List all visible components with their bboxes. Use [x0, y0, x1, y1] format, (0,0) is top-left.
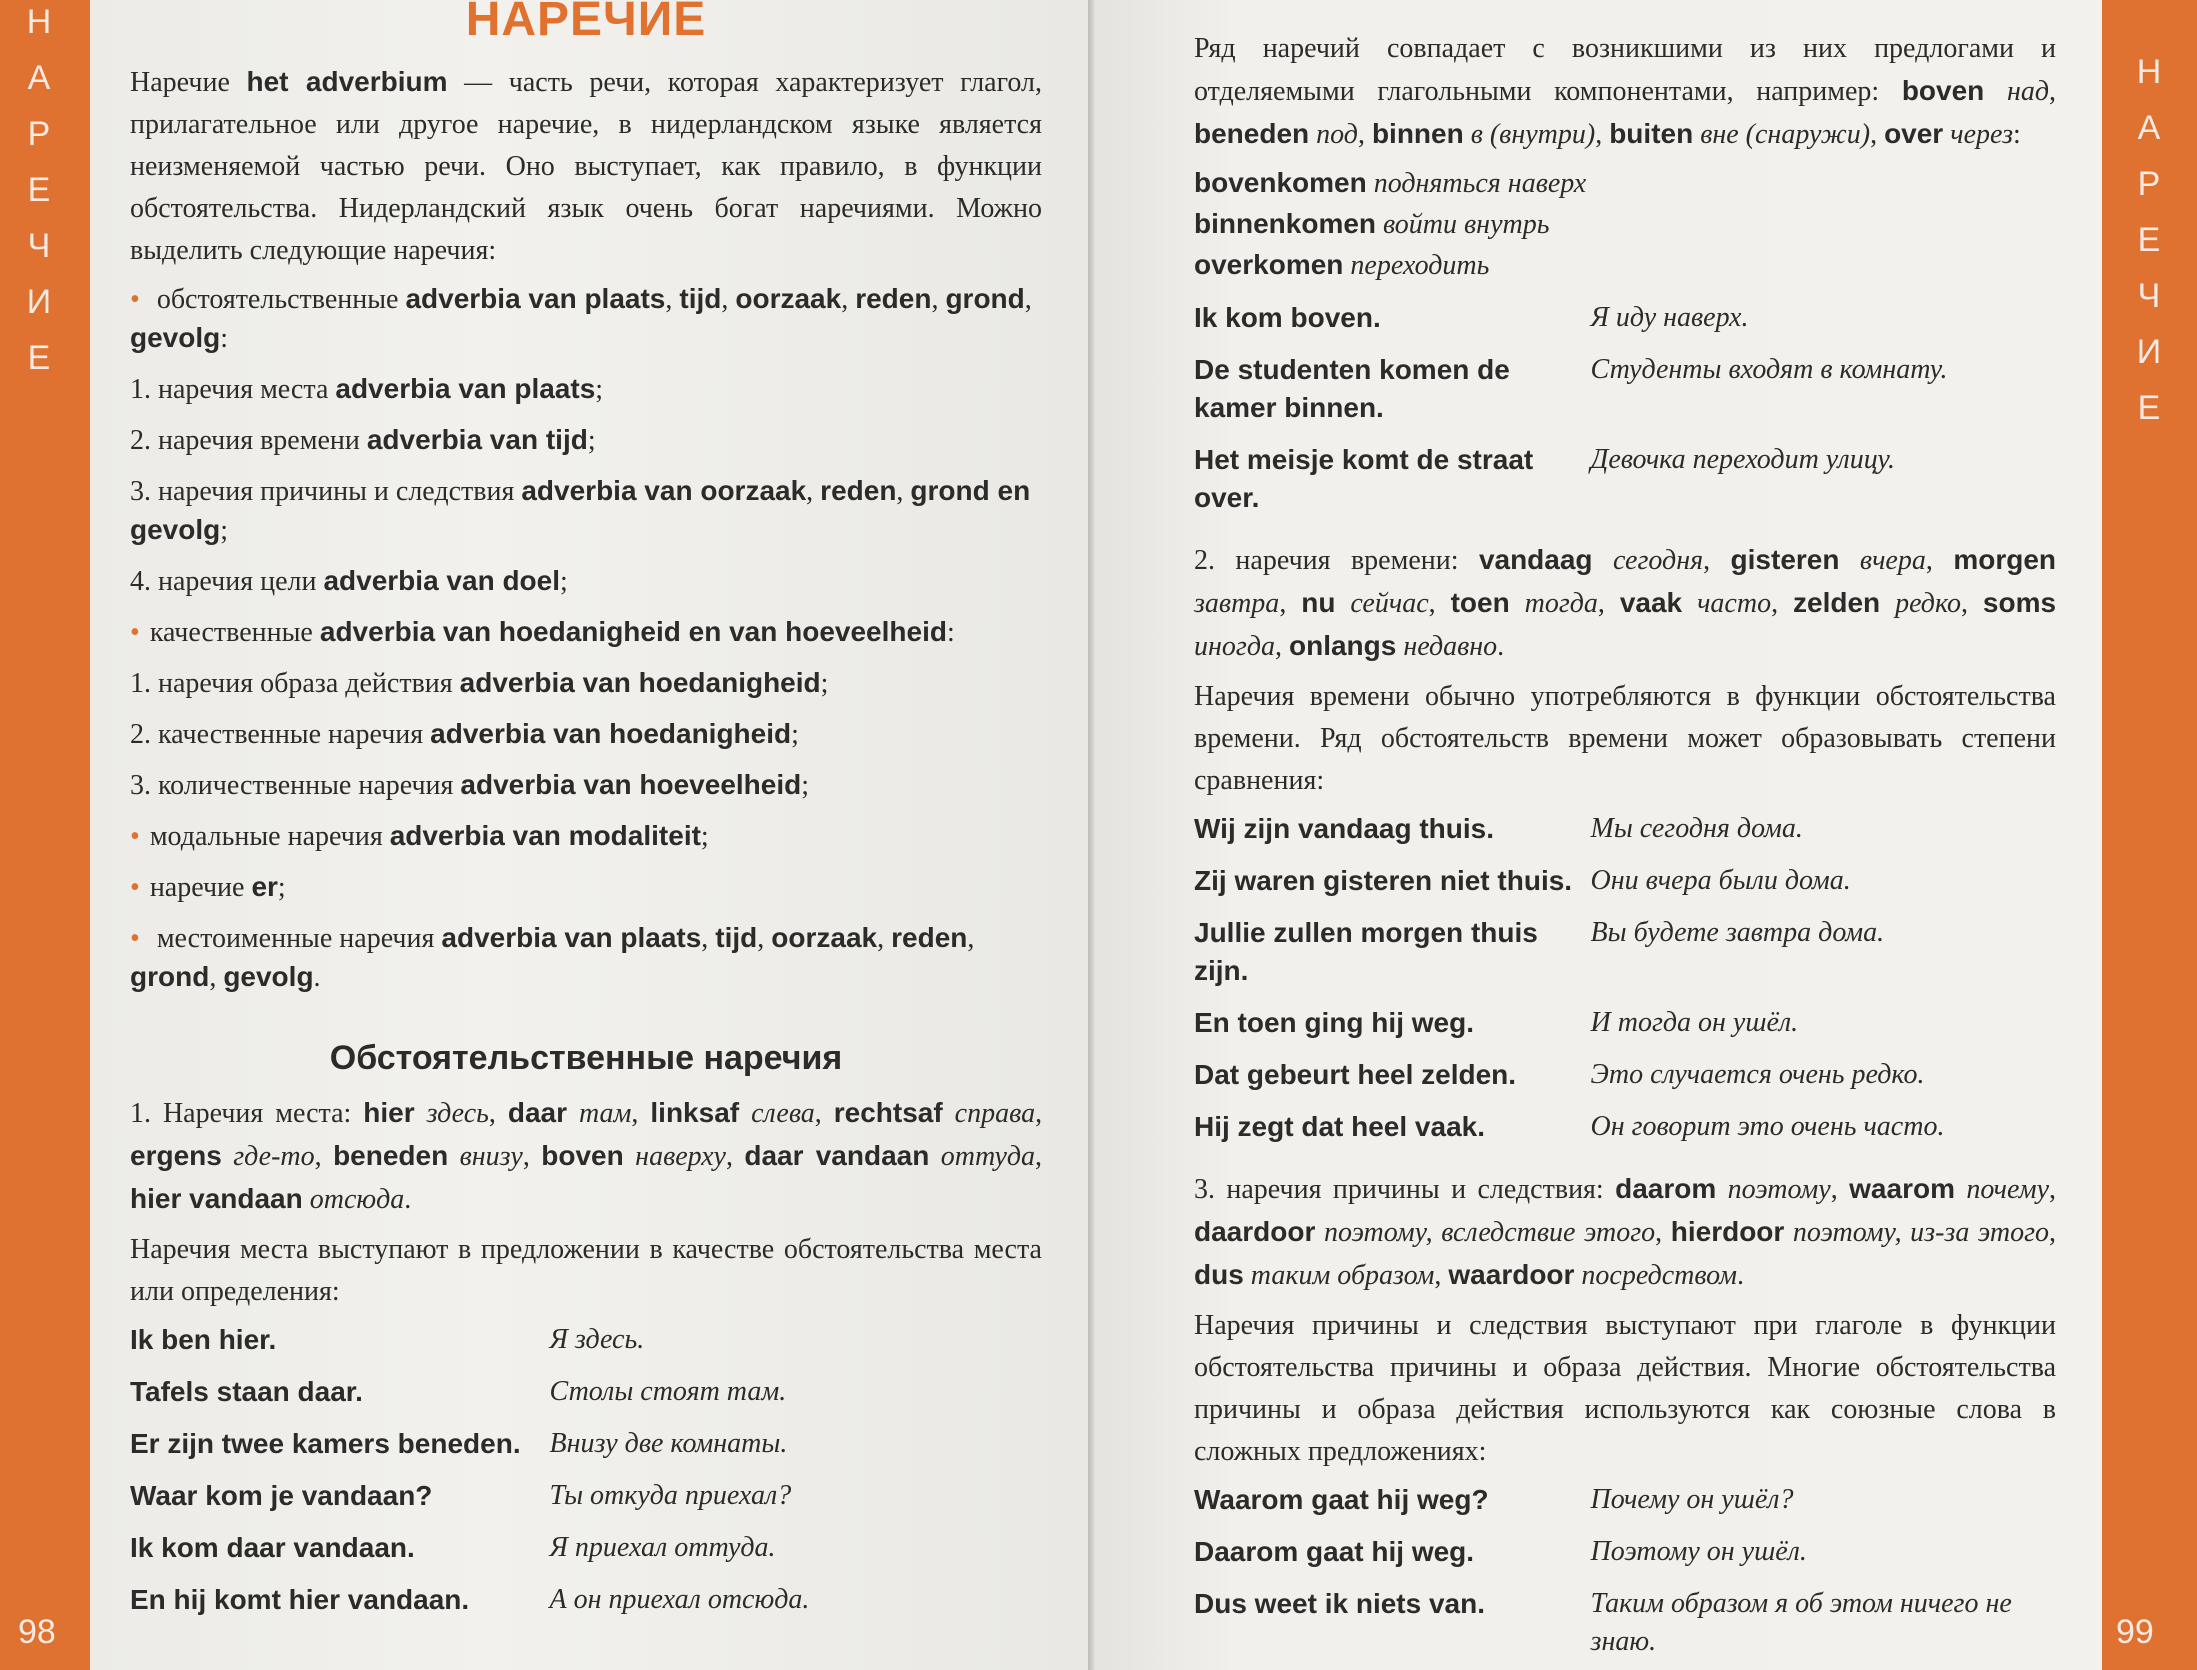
time-note: Наречия времени обычно употребляются в функции обстоятельства времени. Ряд обстоятельств времени может образовывать степени сравнения:: [1194, 681, 2056, 796]
vertical-letter: Е: [27, 339, 51, 377]
example-row: [1194, 1481, 2056, 1533]
item-text: 1. наречия места: [130, 374, 336, 405]
term: grond: [130, 961, 210, 992]
separator: ,: [1961, 588, 1983, 619]
sep: ,: [1024, 284, 1032, 315]
vertical-letter: Р: [2137, 165, 2161, 203]
dutch-term: boven: [1901, 75, 1985, 106]
russian-translation: справа: [954, 1098, 1036, 1129]
bullet-item-pronominal: [130, 919, 1042, 997]
russian-translation: через: [1950, 119, 2013, 150]
item-text: модальные наречия: [149, 821, 390, 852]
vertical-letter: Е: [2137, 389, 2161, 427]
separator: ,: [1771, 588, 1793, 619]
russian-translation: вчера: [1859, 545, 1926, 576]
item-text: 1. Наречия места:: [130, 1098, 364, 1129]
time-adverbs-paragraph: [1194, 539, 2056, 668]
dutch-sentence: Wij zijn vandaag thuis.: [1194, 813, 1495, 844]
example-table: [1194, 299, 2056, 531]
intro-text: — часть речи, которая характеризует глагол, прилагательное или другое наречие, в нидерландском языке является неизменяемой частью речи. Оно выступает, как правило, в функции обстоятельства. Нидерландский язык очень богат наречиями. Можно выделить следующие наречия:: [130, 67, 1042, 266]
dutch-sentence: De studenten komen de kamer binnen.: [1194, 354, 1510, 423]
russian-sentence: А он приехал отсюда.: [549, 1584, 810, 1615]
russian-translation: оттуда: [940, 1141, 1036, 1172]
page-number: 99: [2116, 1613, 2154, 1651]
item-text: 2. наречия времени:: [1194, 545, 1479, 576]
separator: ,: [631, 1098, 651, 1129]
russian-translation: тогда: [1524, 588, 1598, 619]
bullet-item-modal: [130, 817, 1042, 856]
dutch-term: bovenkomen: [1194, 167, 1367, 198]
dutch-term: linksaf: [650, 1097, 740, 1128]
vertical-letter: А: [2137, 109, 2161, 147]
verb-item: [1194, 205, 2056, 244]
russian-sentence: Они вчера были дома.: [1590, 865, 1851, 896]
russian-translation: отсюда: [309, 1184, 405, 1215]
dutch-term: binnenkomen: [1194, 208, 1377, 239]
item-text: 3. количественные наречия: [130, 770, 461, 801]
item-text: 1. наречия образа действия: [130, 668, 460, 699]
item-text: 3. наречия причины и следствия: [130, 476, 522, 507]
separator: .: [1497, 631, 1505, 662]
russian-translation: вне (снаружи): [1700, 119, 1871, 150]
example-row: [1194, 441, 2056, 531]
separator: ,: [1035, 1098, 1043, 1129]
dutch-term: hierdoor: [1670, 1216, 1785, 1247]
russian-translation: иногда: [1194, 631, 1275, 662]
vertical-letter: Ч: [27, 227, 51, 265]
term: adverbia van tijd: [366, 424, 588, 455]
separator: ,: [1595, 119, 1610, 150]
dutch-term: toen: [1450, 587, 1510, 618]
term: adverbia van modaliteit: [389, 820, 701, 851]
term: adverbia van hoeveelheid: [460, 769, 802, 800]
sep: ,: [841, 284, 856, 315]
russian-sentence: И тогда он ушёл.: [1590, 1007, 1799, 1038]
dutch-sentence: Zij waren gisteren niet thuis.: [1194, 865, 1573, 896]
separator: ,: [1830, 1174, 1850, 1205]
dutch-term: zelden: [1793, 587, 1881, 618]
sep: .: [313, 962, 321, 993]
example-row: [130, 1321, 1042, 1373]
term: gevolg: [130, 322, 221, 353]
vertical-chapter-label: [2114, 44, 2184, 436]
dutch-term: binnen: [1371, 118, 1464, 149]
example-row: [130, 1529, 1042, 1581]
dutch-term: waardoor: [1448, 1259, 1575, 1290]
term: oorzaak: [735, 283, 842, 314]
example-row: [1194, 299, 2056, 351]
russian-translation: таким образом: [1250, 1260, 1435, 1291]
separator: ,: [1274, 631, 1289, 662]
example-row: [130, 1581, 1042, 1633]
bullet-item-circumstantial: [130, 280, 1042, 358]
dutch-term: dus: [1194, 1259, 1244, 1290]
russian-translation: почему: [1966, 1174, 2050, 1205]
russian-translation: сейчас: [1350, 588, 1429, 619]
item-text: 2. качественные наречия: [130, 719, 431, 750]
cause-adverbs-paragraph: [1194, 1168, 2056, 1297]
vertical-letter: Р: [27, 115, 51, 153]
separator: ,: [1870, 119, 1885, 150]
term: tijd: [679, 283, 722, 314]
dutch-sentence: Daarom gaat hij weg.: [1194, 1536, 1475, 1567]
chapter-title: НАРЕЧИЕ: [465, 0, 707, 46]
sep: ,: [931, 284, 946, 315]
separator: ,: [1434, 1260, 1449, 1291]
term: adverbia van hoedanigheid en van hoeveelheid: [319, 616, 947, 647]
left-page: [90, 0, 1088, 1670]
term: oorzaak: [771, 922, 878, 953]
russian-translation: сегодня: [1612, 545, 1704, 576]
vertical-letter: И: [2136, 333, 2162, 371]
sep: :: [946, 617, 955, 648]
dutch-sentence: Dus weet ik niets van.: [1194, 1588, 1485, 1619]
russian-sentence: Внизу две комнаты.: [549, 1428, 788, 1459]
right-side-tab: [2102, 0, 2197, 1670]
example-row: [1194, 810, 2056, 862]
russian-sentence: Вы будете завтра дома.: [1590, 917, 1885, 948]
numbered-item: [130, 664, 1042, 703]
vertical-letter: А: [27, 59, 51, 97]
russian-sentence: Я здесь.: [549, 1324, 645, 1355]
dutch-term: boven: [541, 1140, 624, 1171]
example-row: [1194, 862, 2056, 914]
place-note: Наречия места выступают в предложении в качестве обстоятельства места или определения:: [130, 1234, 1042, 1307]
item-text: местоименные наречия: [156, 923, 442, 954]
vertical-chapter-label: [4, 0, 74, 386]
separator: ,: [2049, 76, 2057, 107]
numbered-item: [130, 472, 1042, 550]
dutch-term: buiten: [1609, 118, 1694, 149]
dutch-term: soms: [1982, 587, 2057, 618]
term: adverbia van plaats: [405, 283, 666, 314]
russian-translation: недавно: [1403, 631, 1498, 662]
sep: ;: [820, 668, 829, 699]
example-row: [130, 1425, 1042, 1477]
russian-sentence: Студенты входят в комнату.: [1590, 354, 1948, 385]
cause-note: Наречия причины и следствия выступают при глаголе в функции обстоятельства причины и образа действия. Многие обстоятельства причины и образа действия используются как союзные слова в сложных предложениях:: [1194, 1310, 2056, 1467]
sep: ,: [701, 923, 716, 954]
dutch-sentence: Er zijn twee kamers beneden.: [130, 1428, 521, 1459]
dutch-sentence: En hij komt hier vandaan.: [130, 1584, 470, 1615]
separator: ,: [1279, 588, 1302, 619]
item-text: 4. наречия цели: [130, 566, 324, 597]
example-row: [1194, 1004, 2056, 1056]
separator: ,: [1703, 545, 1731, 576]
item-text: качественные: [149, 617, 320, 648]
dutch-term: hier vandaan: [130, 1183, 303, 1214]
separator: ,: [2049, 1217, 2057, 1248]
numbered-item: [130, 562, 1042, 601]
russian-translation: переходить: [1350, 250, 1490, 281]
dutch-sentence: Ik ben hier.: [130, 1324, 277, 1355]
example-row: [130, 1373, 1042, 1425]
sep: ;: [595, 374, 604, 405]
separator: .: [404, 1184, 412, 1215]
russian-translation: слева: [751, 1098, 815, 1129]
term: adverbia van doel: [323, 565, 561, 596]
dutch-sentence: Waarom gaat hij weg?: [1194, 1484, 1489, 1515]
dutch-sentence: Hij zegt dat heel vaak.: [1194, 1111, 1485, 1142]
dutch-term: beneden: [333, 1140, 449, 1171]
intro-paragraph: [1194, 28, 2056, 156]
example-row: [1194, 1056, 2056, 1108]
sep: ;: [801, 770, 810, 801]
dutch-sentence: Ik kom daar vandaan.: [130, 1532, 415, 1563]
separator: ,: [814, 1098, 834, 1129]
term: reden: [855, 283, 932, 314]
item-text: 2. наречия времени: [130, 425, 367, 456]
sep: ,: [757, 923, 772, 954]
russian-sentence: Ты откуда приехал?: [549, 1480, 792, 1511]
separator: ,: [1597, 588, 1620, 619]
example-row: [1194, 1585, 2056, 1670]
left-side-tab: [0, 0, 90, 1670]
sep: ;: [587, 425, 596, 456]
item-text: Ряд наречий совпадает с возникшими из них предлогами и отделяемыми глагольными компонентами, например:: [1194, 33, 2056, 107]
dutch-term: ergens: [130, 1140, 222, 1171]
separator: ,: [725, 1141, 745, 1172]
vertical-letter: Ч: [2137, 277, 2161, 315]
term: adverbia van oorzaak: [521, 475, 807, 506]
sep: ,: [209, 962, 224, 993]
russian-translation: под: [1316, 119, 1358, 150]
dutch-term: daar: [507, 1097, 568, 1128]
term: reden: [891, 922, 968, 953]
page-number: 98: [18, 1613, 56, 1651]
example-row: [1194, 914, 2056, 1004]
russian-translation: посредством: [1581, 1260, 1737, 1291]
sep: ,: [967, 923, 975, 954]
numbered-item: [130, 715, 1042, 754]
russian-translation: войти внутрь: [1383, 209, 1550, 240]
numbered-item: [130, 766, 1042, 805]
russian-translation: поэтому, вследствие этого: [1323, 1217, 1656, 1248]
sep: ;: [791, 719, 799, 750]
item-text: наречие: [149, 872, 252, 903]
separator: ,: [1655, 1217, 1671, 1248]
russian-translation: поэтому: [1727, 1174, 1831, 1205]
dutch-term: nu: [1301, 587, 1336, 618]
separator: ,: [488, 1098, 508, 1129]
right-page: [1094, 0, 2102, 1670]
term: reden: [820, 475, 897, 506]
example-table: [1194, 810, 2056, 1160]
sep: ,: [877, 923, 892, 954]
term: adverbia van plaats: [335, 373, 596, 404]
example-table: [1194, 1481, 2056, 1670]
russian-sentence: Поэтому он ушёл.: [1590, 1536, 1807, 1567]
separator: ,: [1925, 545, 1954, 576]
example-table: [130, 1321, 1042, 1633]
dutch-sentence: Het meisje komt de straat over.: [1194, 444, 1534, 513]
russian-sentence: Я приехал оттуда.: [549, 1532, 776, 1563]
dutch-term: rechtsaf: [833, 1097, 943, 1128]
sep: ,: [665, 284, 680, 315]
verb-item: [1194, 164, 2056, 203]
dutch-term: morgen: [1953, 544, 2056, 575]
vertical-letter: Е: [27, 171, 51, 209]
dutch-term: gisteren: [1730, 544, 1840, 575]
russian-translation: над: [2006, 76, 2050, 107]
russian-sentence: Почему он ушёл?: [1590, 1484, 1794, 1515]
dutch-term: vandaag: [1478, 544, 1593, 575]
term: tijd: [715, 922, 758, 953]
dutch-sentence: Ik kom boven.: [1194, 302, 1381, 333]
intro-text: Наречие: [130, 67, 247, 98]
separator: ,: [2049, 1174, 2057, 1205]
verb-list: [1194, 164, 2056, 285]
term: adverbia van hoedanigheid: [430, 718, 792, 749]
russian-sentence: Я иду наверх.: [1590, 302, 1749, 333]
russian-sentence: Столы стоят там.: [549, 1376, 787, 1407]
dutch-term: beneden: [1194, 118, 1310, 149]
item-text: обстоятельственные: [156, 284, 406, 315]
item-text: 3. наречия причины и следствия:: [1194, 1174, 1616, 1205]
russian-translation: там: [578, 1098, 632, 1129]
dutch-term: daardoor: [1194, 1216, 1316, 1247]
separator: :: [2013, 119, 2021, 150]
russian-translation: часто: [1697, 588, 1772, 619]
dutch-term: over: [1884, 118, 1944, 149]
separator: ,: [314, 1141, 334, 1172]
sep: ,: [721, 284, 736, 315]
russian-sentence: Мы сегодня дома.: [1590, 813, 1803, 844]
term: grond en gevolg: [130, 475, 1031, 545]
dutch-term: overkomen: [1194, 249, 1344, 280]
separator: ,: [1428, 588, 1451, 619]
intro-term: het adverbium: [246, 66, 448, 97]
dutch-term: daar vandaan: [744, 1140, 930, 1171]
russian-sentence: Это случается очень редко.: [1590, 1059, 1925, 1090]
sep: ;: [560, 566, 568, 597]
example-row: [130, 1477, 1042, 1529]
vertical-letter: Е: [2137, 221, 2161, 259]
intro-paragraph: [130, 61, 1042, 272]
verb-item: [1194, 246, 2056, 285]
section-title: Обстоятельственные наречия: [329, 1039, 843, 1077]
russian-translation: в (внутри): [1470, 119, 1596, 150]
separator: ,: [1357, 119, 1372, 150]
example-row: [1194, 1533, 2056, 1585]
numbered-item: [130, 370, 1042, 409]
term: gevolg: [223, 961, 314, 992]
term: er: [251, 871, 278, 902]
russian-sentence: Он говорит это очень часто.: [1590, 1111, 1945, 1142]
dutch-sentence: Jullie zullen morgen thuis zijn.: [1194, 917, 1538, 986]
term: adverbia van plaats: [441, 922, 702, 953]
example-row: [1194, 351, 2056, 441]
vertical-letter: И: [26, 283, 52, 321]
term: adverbia van hoedanigheid: [459, 667, 821, 698]
russian-sentence: Таким образом я об этом ничего не знаю.: [1590, 1588, 2012, 1657]
dutch-sentence: Waar kom je vandaan?: [130, 1480, 433, 1511]
russian-translation: поэтому, из-за этого: [1792, 1217, 2050, 1248]
place-adverbs-paragraph: [130, 1092, 1042, 1221]
russian-translation: наверху: [635, 1141, 726, 1172]
separator: ,: [1035, 1141, 1043, 1172]
dutch-term: hier: [363, 1097, 415, 1128]
dutch-term: vaak: [1619, 587, 1683, 618]
russian-translation: где-то: [233, 1141, 315, 1172]
vertical-letter: Н: [2136, 53, 2162, 91]
vertical-letter: Н: [26, 3, 52, 41]
russian-sentence: Девочка переходит улицу.: [1590, 444, 1895, 475]
russian-translation: завтра: [1194, 588, 1280, 619]
numbered-item: [130, 421, 1042, 460]
dutch-term: onlangs: [1288, 630, 1397, 661]
dutch-sentence: Dat gebeurt heel zelden.: [1194, 1059, 1517, 1090]
sep: ,: [896, 476, 911, 507]
russian-translation: здесь: [426, 1098, 489, 1129]
sep: ;: [277, 872, 286, 903]
dutch-sentence: En toen ging hij weg.: [1194, 1007, 1474, 1038]
sep: ;: [700, 821, 709, 852]
sep: ,: [806, 476, 821, 507]
sep: ;: [220, 515, 229, 546]
dutch-sentence: Tafels staan daar.: [130, 1376, 363, 1407]
separator: .: [1736, 1260, 1744, 1291]
russian-translation: внизу: [459, 1141, 523, 1172]
term: grond: [945, 283, 1025, 314]
sep: :: [220, 323, 229, 354]
separator: ,: [522, 1141, 542, 1172]
russian-translation: подняться наверх: [1373, 168, 1587, 199]
dutch-term: daarom: [1615, 1173, 1717, 1204]
bullet-item-er: [130, 868, 1042, 907]
dutch-term: waarom: [1849, 1173, 1955, 1204]
russian-translation: редко: [1895, 588, 1961, 619]
example-row: [1194, 1108, 2056, 1160]
bullet-item-qualitative: [130, 613, 1042, 652]
